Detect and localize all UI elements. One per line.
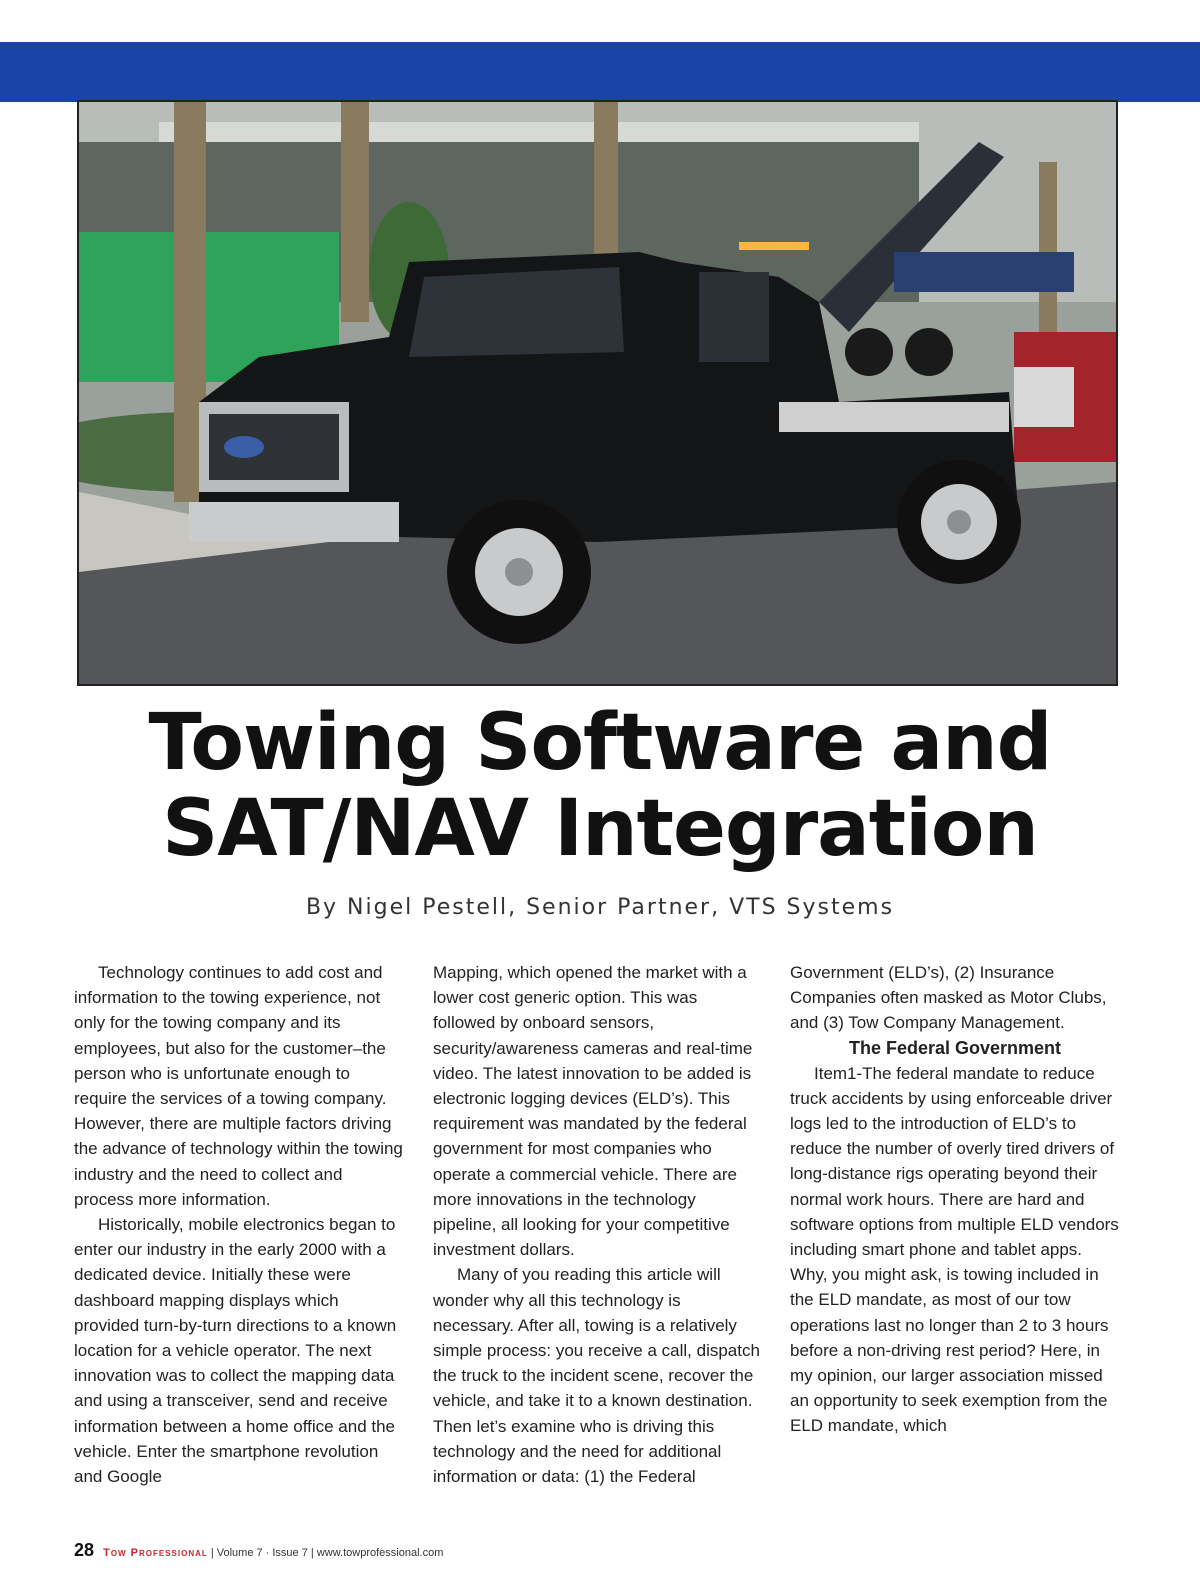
page-footer (74, 1540, 443, 1561)
paragraph: Item1-The federal mandate to reduce truck accidents by using enforceable driver logs led to the introduction of ELD’s to reduce the number of overly tired drivers of long-distance rigs operating beyond their normal work hours. There are hard and software options from multiple ELD vendors including smart phone and tablet apps. Why, you might ask, is towing included in the ELD mandate, as most of our tow operations last no longer than 2 to 3 hours before a non-driving rest period? Here, in my opinion, our larger association missed an opportunity to seek exemption from the ELD mandate, which (790, 1063, 1119, 1436)
paragraph: Historically, mobile electronics began to enter our industry in the early 2000 with a dedicated device. Initially these were dashboard mapping displays which provided turn-by-turn directions to a known location for a vehicle operator. The next innovation was to collect the mapping data and using a transceiver, send and receive information between a home office and the vehicle. Enter the smartphone revolution and Google (74, 1215, 397, 1487)
issue-info: | Volume 7 · Issue 7 | www.towprofessional.com (210, 1547, 444, 1559)
tow-truck-illustration (79, 102, 1116, 684)
section-heading: The Federal Government (848, 1037, 1062, 1058)
column-1 (74, 960, 404, 1489)
paragraph: Government (ELD’s), (2) Insurance Companies often masked as Motor Clubs, and (3) Tow Company Management. (790, 963, 1107, 1033)
column-2 (433, 960, 763, 1489)
paragraph: Technology continues to add cost and information to the towing experience, not only for the towing company and its employees, but also for the customer–the person who is unfortunate enough to require the services of a towing company. However, there are multiple factors driving the advance of technology within the towing industry and the need to collect and process more information. (74, 963, 403, 1209)
title-line-2: SAT/NAV Integration (162, 784, 1038, 874)
title-line-1: Towing Software and (148, 698, 1052, 788)
byline: By Nigel Pestell, Senior Partner, VTS Systems (305, 895, 895, 920)
magazine-name: Tow Professional (103, 1547, 208, 1559)
article-title (0, 700, 1200, 872)
tow-truck-photo (77, 100, 1118, 686)
paragraph: Mapping, which opened the market with a lower cost generic option. This was followed by onboard sensors, security/awareness cameras and real-time video. The latest innovation to be added is electronic logging devices (ELD’s). This requirement was mandated by the federal government for most companies who operate a commercial vehicle. There are more innovations in the technology pipeline, all looking for your competitive investment dollars. (433, 963, 753, 1260)
column-3 (790, 960, 1120, 1439)
header-bar (0, 42, 1200, 102)
page-number: 28 (74, 1540, 95, 1560)
paragraph: Many of you reading this article will wonder why all this technology is necessary. After all, towing is a relatively simple process: you receive a call, dispatch the truck to the incident scene, recover the vehicle, and take it to a known destination. Then let’s examine who is driving this technology and the need for additional information or data: (1) the Federal (433, 1265, 760, 1487)
